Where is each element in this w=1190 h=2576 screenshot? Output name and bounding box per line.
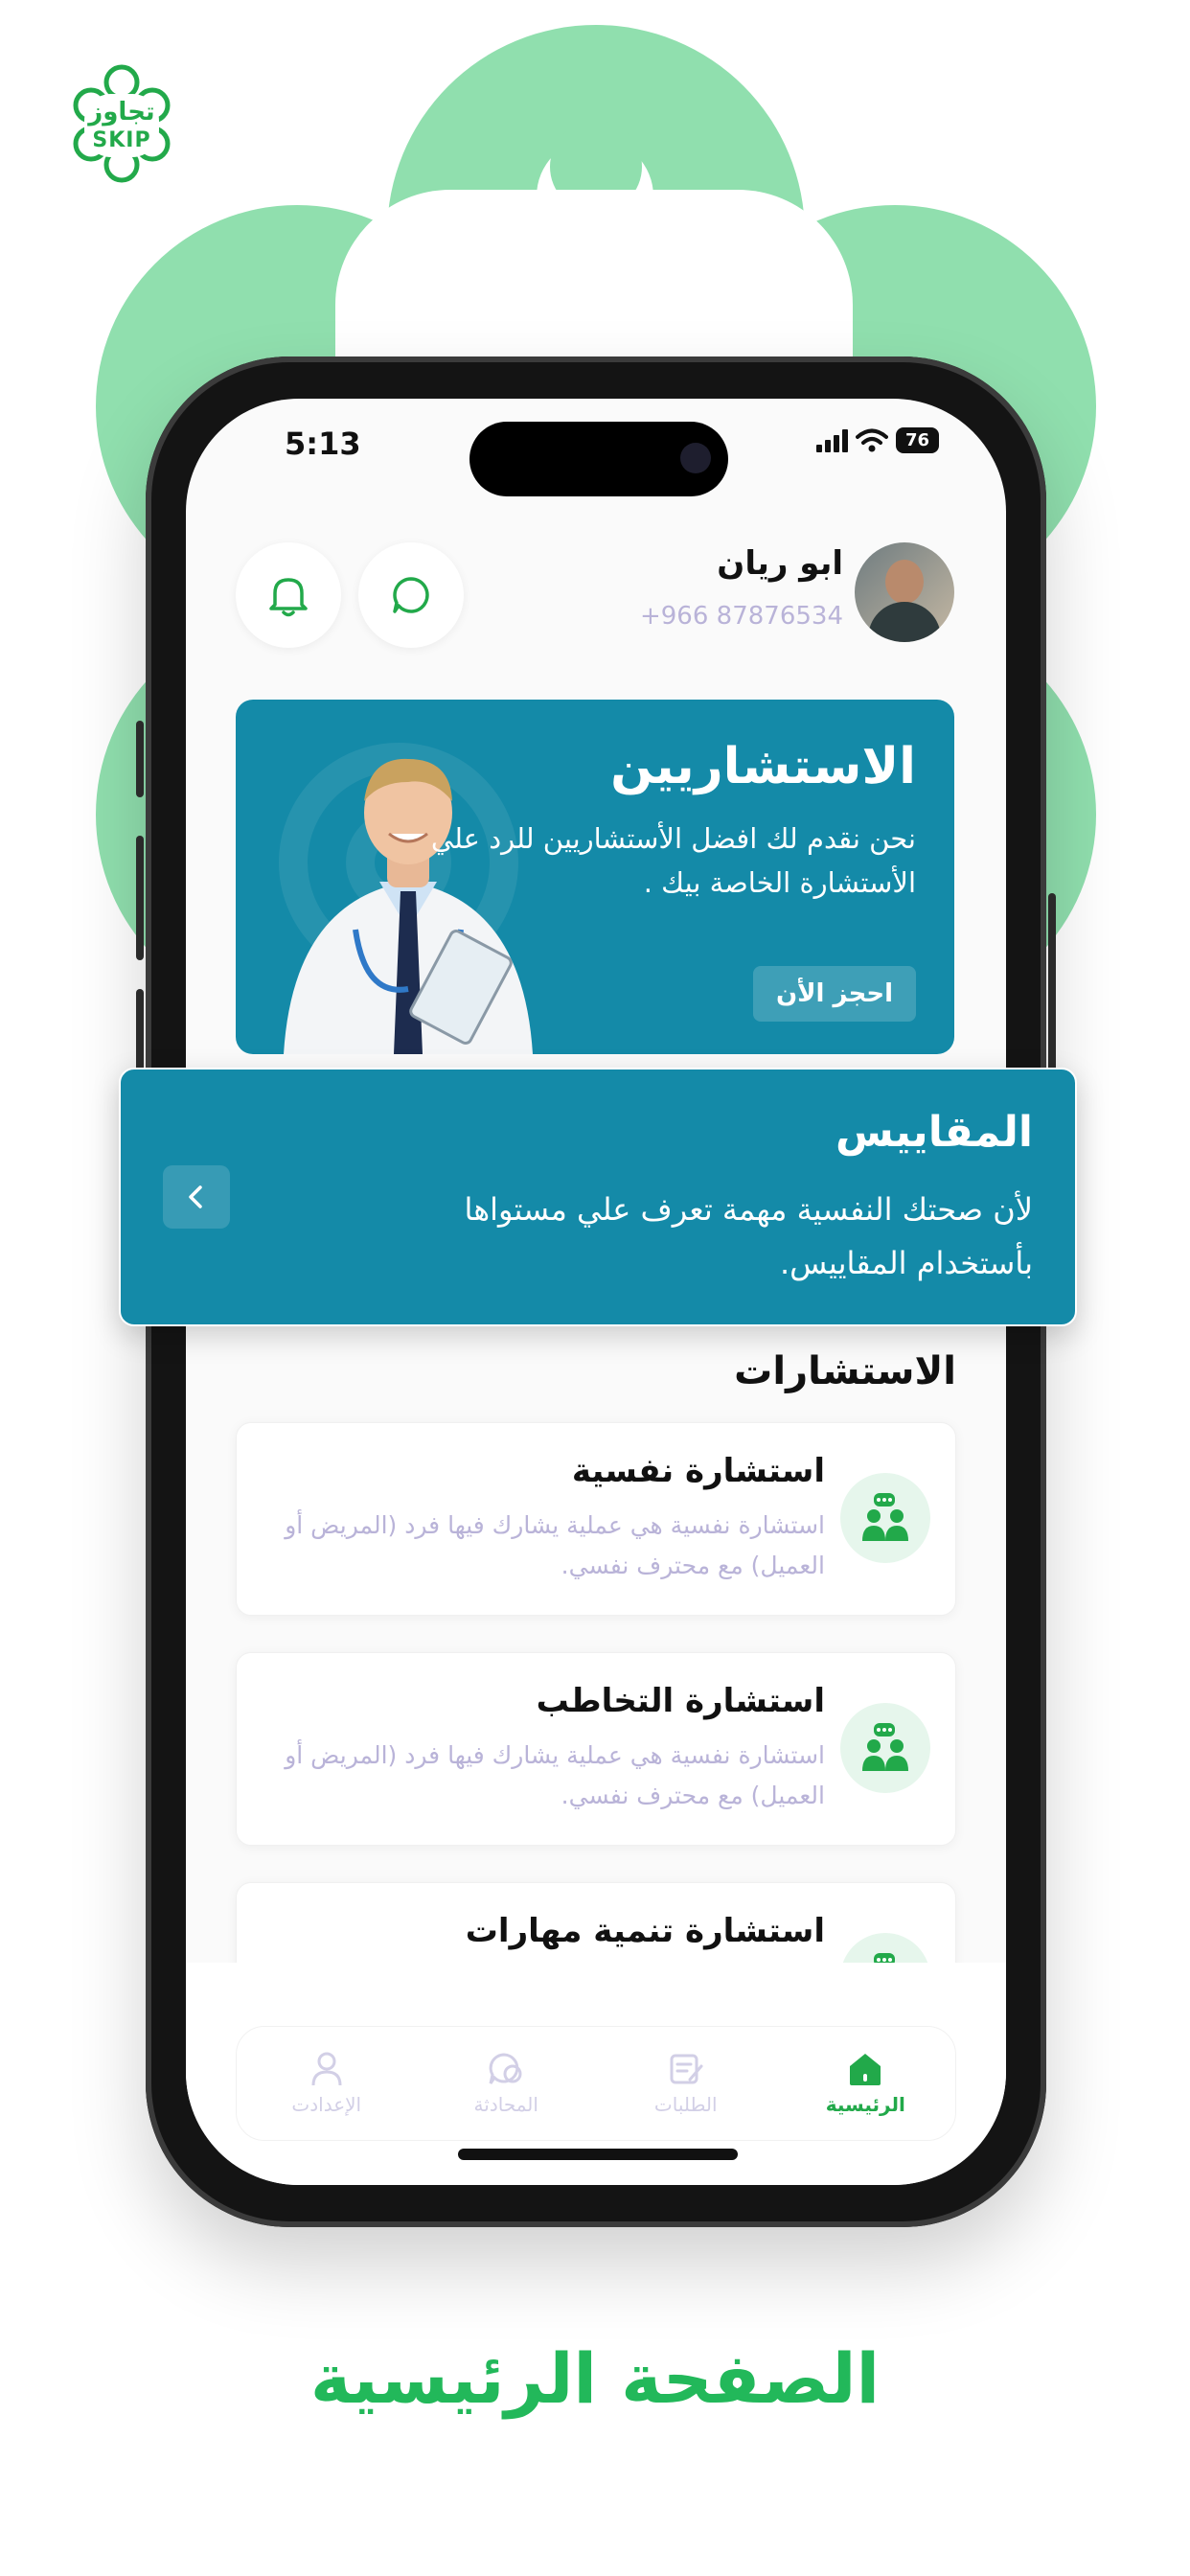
- dynamic-island: [469, 422, 728, 496]
- consultation-title: استشارة التخاطب: [536, 1682, 825, 1720]
- nav-label-settings: الإعدادت: [291, 2093, 362, 2116]
- consultants-banner[interactable]: [236, 700, 954, 1054]
- messages-button[interactable]: [358, 542, 464, 648]
- user-name: ابو ريان: [717, 544, 843, 583]
- measures-card[interactable]: [119, 1068, 1077, 1326]
- home-icon: [846, 2051, 884, 2087]
- requests-icon: [667, 2051, 705, 2087]
- nav-label-chat: المحادثة: [473, 2093, 538, 2116]
- bell-icon: [267, 572, 309, 618]
- measures-title: المقاييس: [835, 1108, 1033, 1157]
- people-chat-icon: [840, 1703, 930, 1793]
- chevron-left-icon: [185, 1184, 208, 1210]
- consultation-title: استشارة تنمية مهارات: [465, 1912, 825, 1950]
- consultation-description: استشارة نفسية هي عملية يشارك فيها فرد (المريض أو العميل) مع محترف نفسي.: [285, 1741, 825, 1809]
- nav-label-home: الرئيسية: [825, 2093, 905, 2116]
- consultation-description: استشارة نفسية هي عملية يشارك فيها فرد (المريض أو العميل) مع محترف نفسي.: [285, 1511, 825, 1579]
- home-indicator: [458, 2149, 738, 2160]
- status-time: 5:13: [285, 426, 361, 462]
- consultations-section-title: الاستشارات: [734, 1349, 956, 1393]
- battery-indicator: 76: [896, 427, 939, 453]
- measures-arrow-button[interactable]: [163, 1165, 230, 1229]
- banner-description: نحن نقدم لك افضل الأستشاريين للرد علي الأستشارة الخاصة بيك .: [430, 822, 916, 899]
- consultation-card[interactable]: [236, 1422, 956, 1616]
- banner-title: الاستشاريين: [610, 738, 916, 795]
- nav-item-chat[interactable]: [434, 2051, 578, 2116]
- notifications-button[interactable]: [236, 542, 341, 648]
- bottom-nav: [236, 2026, 956, 2141]
- avatar[interactable]: [855, 542, 954, 642]
- logo-text-en: SKIP: [92, 128, 151, 152]
- page-title: الصفحة الرئيسية: [309, 2338, 881, 2419]
- user-icon: [308, 2051, 346, 2087]
- chat-bubble-icon: [390, 574, 432, 616]
- chat-icon: [487, 2051, 525, 2087]
- nav-item-settings[interactable]: [255, 2051, 399, 2116]
- nav-label-requests: الطلبات: [653, 2093, 718, 2116]
- status-icons: [816, 427, 939, 453]
- nav-item-requests[interactable]: [614, 2051, 758, 2116]
- consultation-title: استشارة نفسية: [571, 1452, 825, 1490]
- wifi-icon: [856, 428, 888, 453]
- signal-icon: [816, 429, 848, 452]
- user-phone: +966 87876534: [639, 602, 843, 631]
- book-now-button[interactable]: احجز الأن: [753, 966, 916, 1022]
- brand-logo: [65, 61, 178, 186]
- measures-description: لأن صحتك النفسية مهمة تعرف علي مستواها بأستخدام المقاييس.: [464, 1191, 1033, 1281]
- nav-item-home[interactable]: [793, 2051, 937, 2116]
- consultation-card[interactable]: [236, 1652, 956, 1846]
- people-chat-icon: [840, 1473, 930, 1563]
- logo-text-ar: تجاوز: [88, 98, 155, 126]
